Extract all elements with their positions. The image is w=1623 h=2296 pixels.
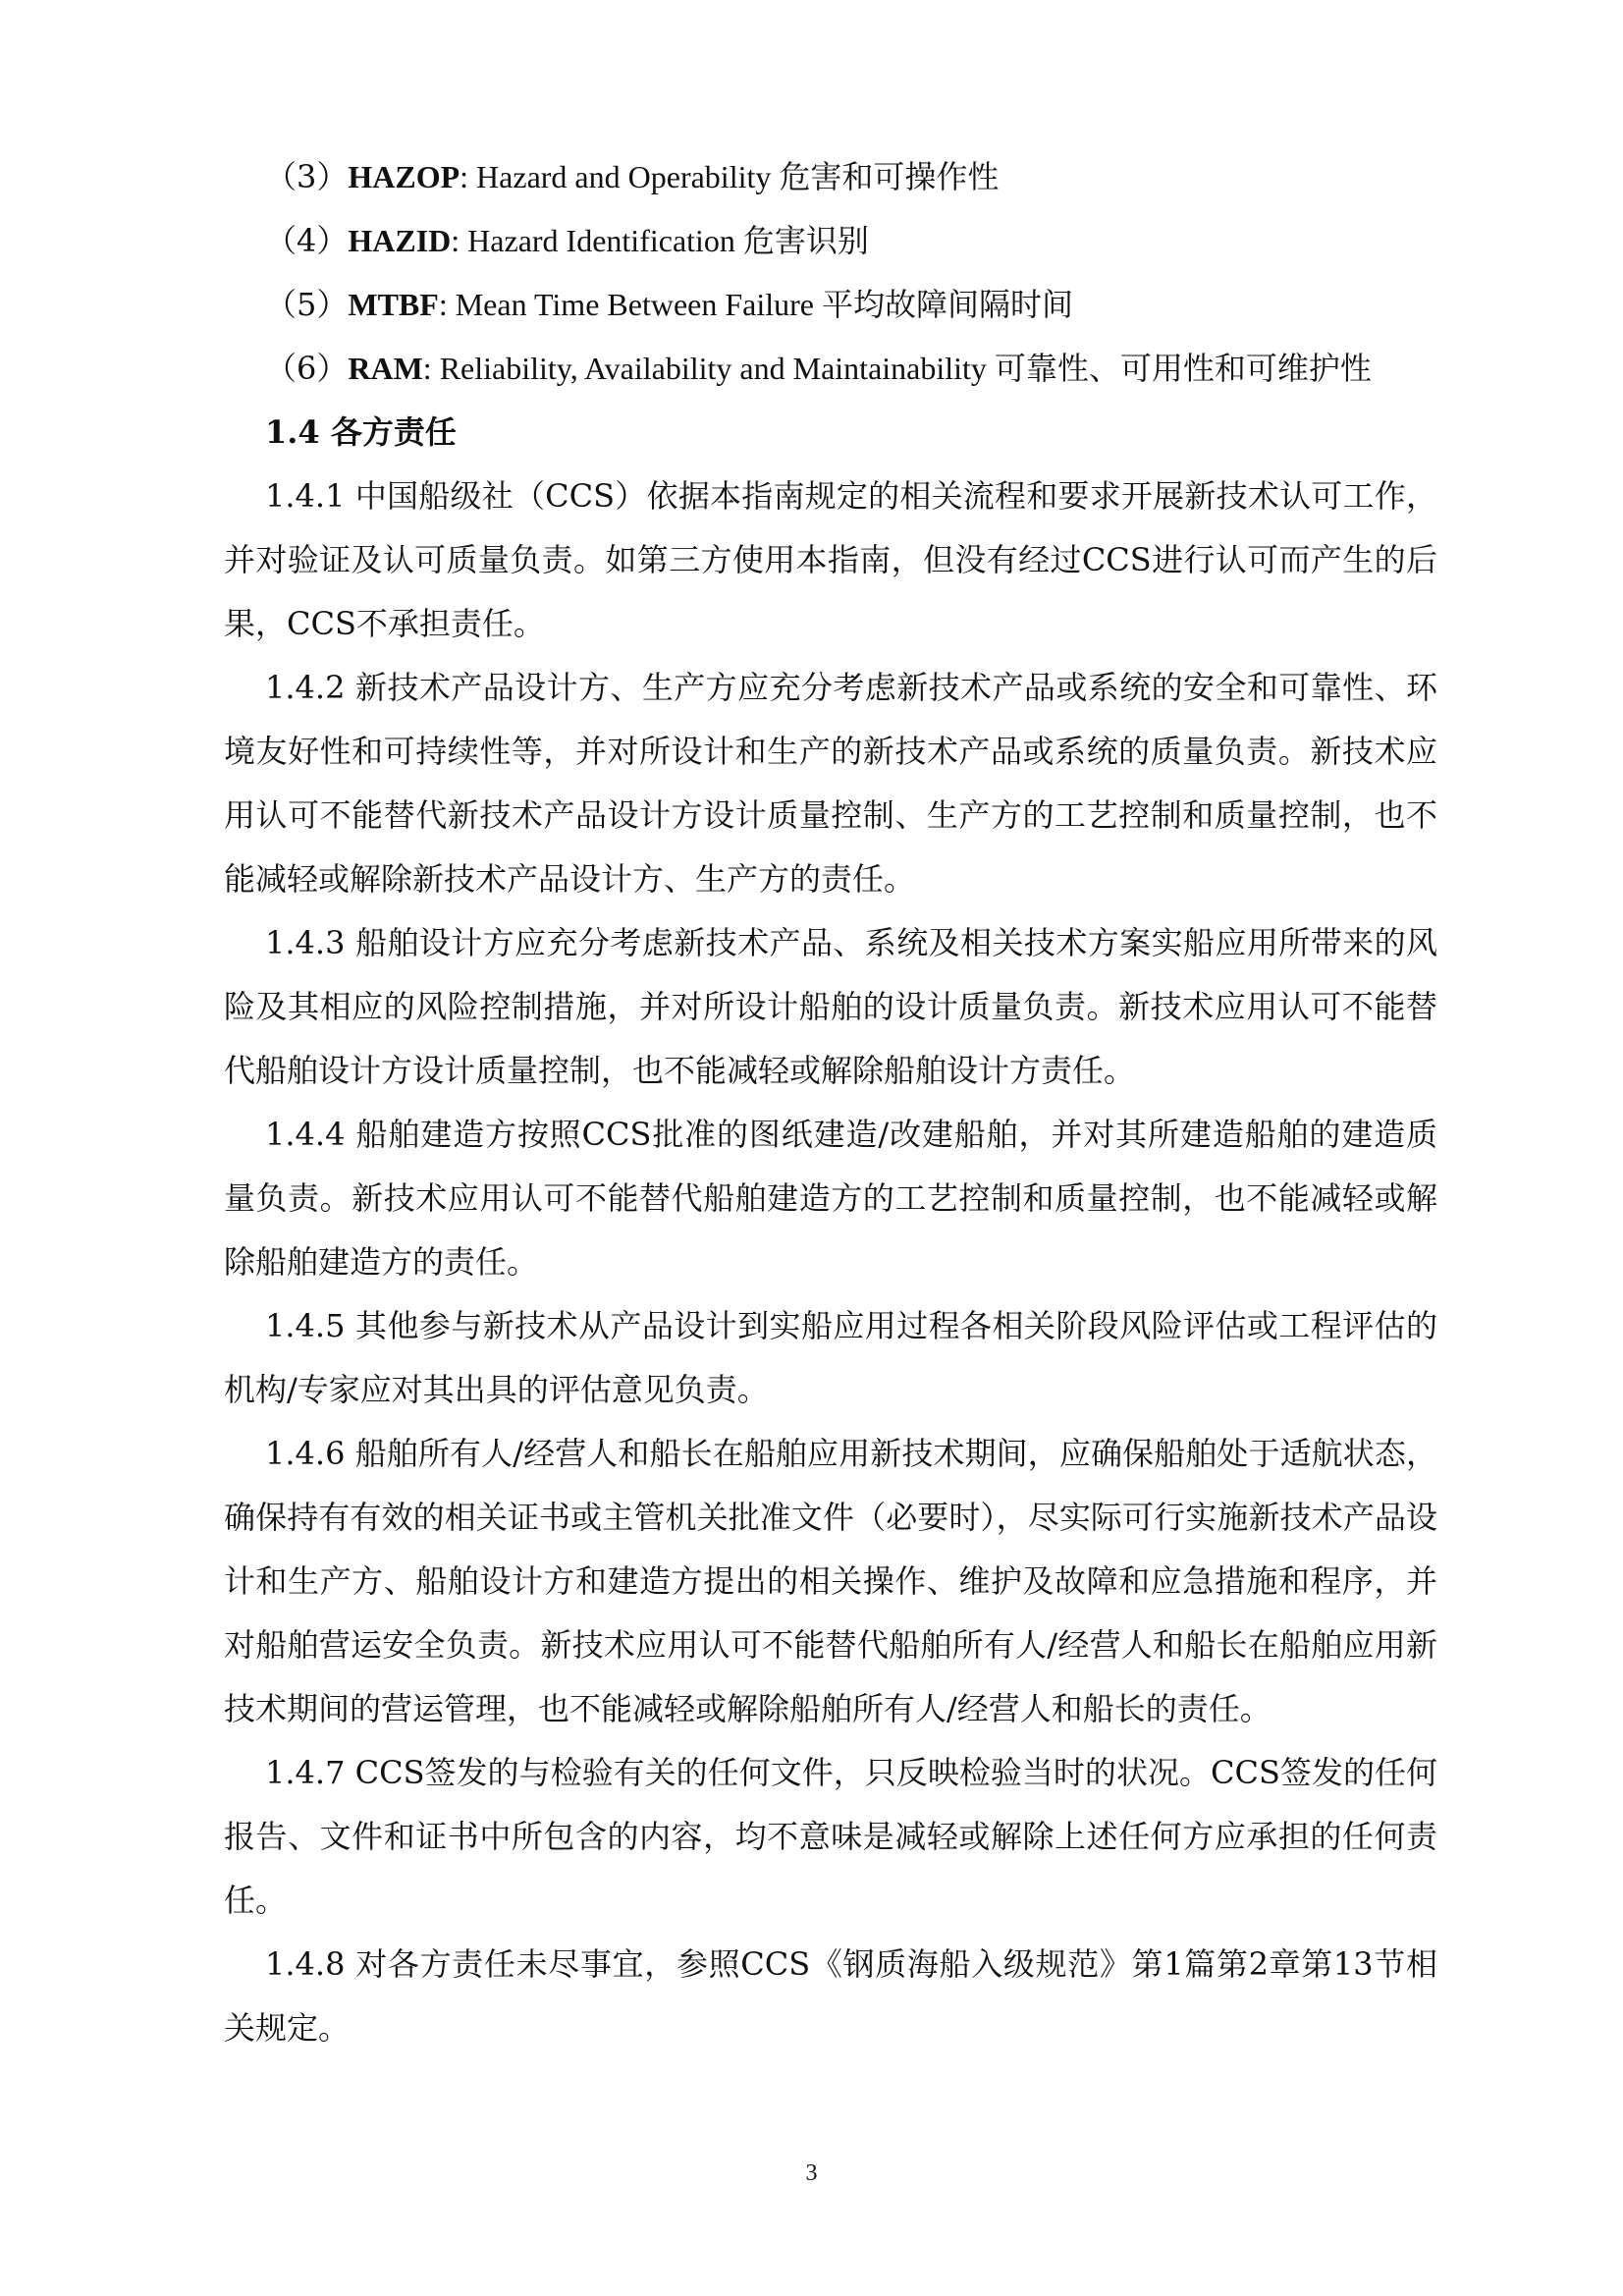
abbreviation-definition: : Mean Time Between Failure 平均故障间隔时间 (438, 287, 1073, 322)
paragraph-1-4-3: 1.4.3 船舶设计方应充分考虑新技术产品、系统及相关技术方案实船应用所带来的风险及其相应的风险控制措施，并对所设计船舶的设计质量负责。新技术应用认可不能替代船舶设计方设计质量控制，也不能减轻或解除船舶设计方责任。 (224, 924, 1437, 1089)
abbreviation-number: （6） (265, 350, 349, 387)
page-number: 3 (805, 2160, 818, 2186)
paragraph-1-4-1: 1.4.1 中国船级社（CCS）依据本指南规定的相关流程和要求开展新技术认可工作，并对验证及认可质量负责。如第三方使用本指南，但没有经过CCS进行认可而产生的后果，CCS不承担责任。 (224, 477, 1437, 642)
section-heading: 1.4 各方责任 (265, 413, 457, 451)
abbreviation-definition: : Reliability, Availability and Maintainability 可靠性、可用性和可维护性 (422, 351, 1372, 386)
paragraph-1-4-7: 1.4.7 CCS签发的与检验有关的任何文件，只反映检验当时的状况。CCS签发的任何报告、文件和证书中所包含的内容，均不意味是减轻或解除上述任何方应承担的任何责任。 (224, 1754, 1437, 1919)
abbreviation-number: （4） (265, 222, 349, 259)
abbreviation-term: RAM (348, 351, 423, 386)
abbreviation-item-ram (224, 337, 1437, 401)
abbreviation-item-hazop (224, 145, 1437, 209)
abbreviation-term: HAZID (348, 223, 452, 258)
abbreviation-definition: : Hazard and Operability 危害和可操作性 (460, 159, 1000, 194)
abbreviation-item-mtbf (224, 273, 1437, 337)
abbreviation-number: （5） (265, 286, 349, 323)
abbreviation-item-hazid (224, 209, 1437, 273)
abbreviation-definition: : Hazard Identification 危害识别 (451, 223, 869, 258)
page-content (224, 145, 1437, 2060)
paragraph-1-4-6: 1.4.6 船舶所有人/经营人和船长在船舶应用新技术期间，应确保船舶处于适航状态，确保持有有效的相关证书或主管机关批准文件（必要时），尽实际可行实施新技术产品设计和生产方、船舶设计方和建造方提出的相关操作、维护及故障和应急措施和程序，并对船舶营运安全负责。新技术应用认可不能替代船舶所有人/经营人和船长在船舶应用新技术期间的营运管理，也不能减轻或解除船舶所有人/经营人和船长的责任。 (224, 1435, 1437, 1727)
abbreviation-term: MTBF (348, 287, 439, 322)
abbreviation-number: （3） (265, 158, 349, 195)
abbreviation-term: HAZOP (348, 159, 460, 194)
paragraph-1-4-2: 1.4.2 新技术产品设计方、生产方应充分考虑新技术产品或系统的安全和可靠性、环境友好性和可持续性等，并对所设计和生产的新技术产品或系统的质量负责。新技术应用认可不能替代新技术产品设计方设计质量控制、生产方的工艺控制和质量控制，也不能减轻或解除新技术产品设计方、生产方的责任。 (224, 669, 1437, 898)
paragraph-1-4-8: 1.4.8 对各方责任未尽事宜，参照CCS《钢质海船入级规范》第1篇第2章第13节相关规定。 (224, 1945, 1437, 2047)
paragraph-1-4-4: 1.4.4 船舶建造方按照CCS批准的图纸建造/改建船舶，并对其所建造船舶的建造质量负责。新技术应用认可不能替代船舶建造方的工艺控制和质量控制，也不能减轻或解除船舶建造方的责任。 (224, 1116, 1437, 1281)
paragraph-1-4-5: 1.4.5 其他参与新技术从产品设计到实船应用过程各相关阶段风险评估或工程评估的机构/专家应对其出具的评估意见负责。 (224, 1307, 1437, 1408)
